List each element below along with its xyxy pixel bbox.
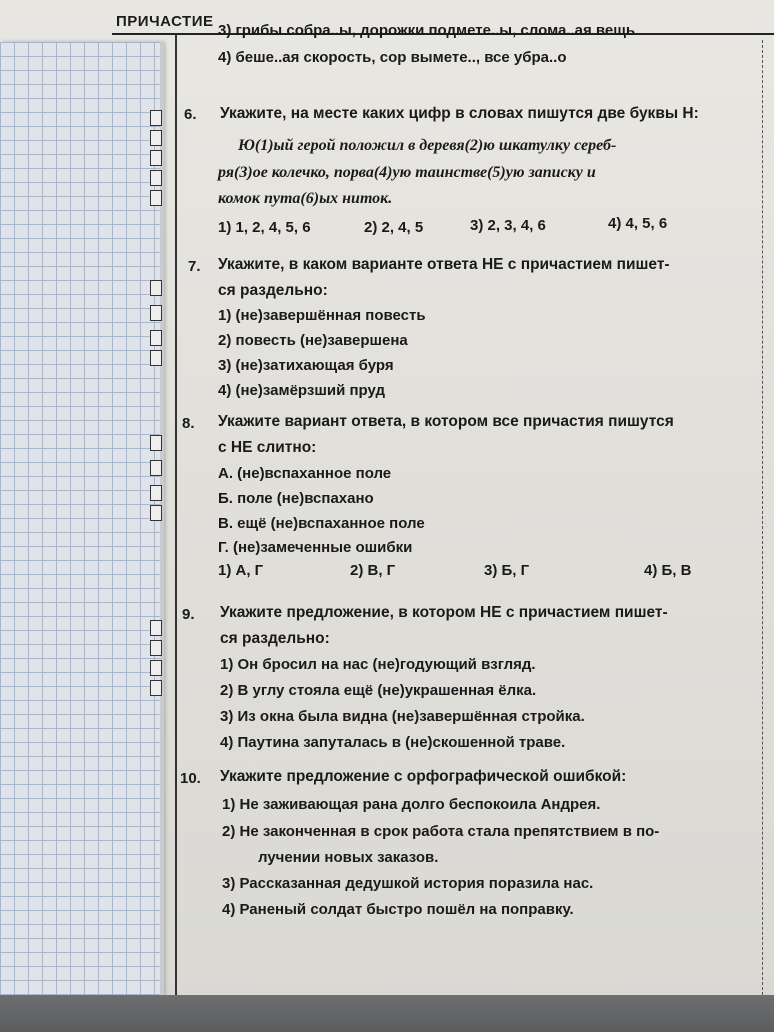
question-7-text-line-1: Укажите, в каком варианте ответа НЕ с причастием пишет- (218, 256, 670, 273)
question-6-passage-line-2: ря(3)ое колечко, порва(4)ую таинстве(5)ую записку и (218, 164, 596, 181)
question-10-option-3: 3) Рассказанная дедушкой история поразила нас. (222, 875, 594, 892)
question-6-text: Укажите, на месте каких цифр в словах пишутся две буквы Н: (220, 105, 699, 122)
question-8-answer-1: 1) А, Г (218, 562, 264, 579)
question-10-option-1: 1) Не заживающая рана долго беспокоила Андрея. (222, 796, 601, 813)
question-8-number: 8. (182, 415, 195, 432)
question-8-answer-2: 2) В, Г (350, 562, 396, 579)
question-7-option-4: 4) (не)замёрзший пруд (218, 382, 385, 399)
question-7-option-1: 1) (не)завершённая повесть (218, 307, 426, 324)
grid-paper-sheet (0, 42, 162, 1000)
question-8-answer-4: 4) Б, В (644, 562, 692, 579)
question-10-option-2-continued: лучении новых заказов. (258, 849, 439, 866)
prev-option-4: 4) беше..ая скорость, сор вымете.., все убра..о (218, 49, 567, 66)
question-9-text-line-2: ся раздельно: (220, 630, 330, 647)
paper-stack-edge (150, 100, 162, 950)
question-9-text-line-1: Укажите предложение, в котором НЕ с причастием пишет- (220, 604, 668, 621)
table-surface (0, 995, 774, 1032)
question-6-passage-line-1: Ю(1)ый герой положил в деревя(2)ю шкатулку сереб- (238, 137, 617, 154)
question-6-answer-4: 4) 4, 5, 6 (608, 215, 668, 232)
question-9-option-1: 1) Он бросил на нас (не)годующий взгляд. (220, 656, 536, 673)
question-6-answer-1: 1) 1, 2, 4, 5, 6 (218, 219, 311, 236)
question-7-option-3: 3) (не)затихающая буря (218, 357, 394, 374)
question-10-text: Укажите предложение с орфографической ошибкой: (220, 768, 627, 785)
question-9-option-4: 4) Паутина запуталась в (не)скошенной траве. (220, 734, 566, 751)
question-6-passage-line-3: комок пута(6)ых ниток. (218, 190, 393, 207)
question-6-answer-2: 2) 2, 4, 5 (364, 219, 424, 236)
question-8-answer-3: 3) Б, Г (484, 562, 530, 579)
cut-line (762, 40, 763, 1000)
question-9-option-3: 3) Из окна была видна (не)завершённая стройка. (220, 708, 585, 725)
question-9-option-2: 2) В углу стояла ещё (не)украшенная ёлка. (220, 682, 537, 699)
margin-rule (175, 34, 177, 1000)
question-8-text-line-2: с НЕ слитно: (218, 439, 317, 456)
question-8-option-a: А. (не)вспаханное поле (218, 465, 392, 482)
question-6-answer-3: 3) 2, 3, 4, 6 (470, 217, 546, 234)
question-7-text-line-2: ся раздельно: (218, 282, 328, 299)
question-8-option-v: В. ещё (не)вспаханное поле (218, 515, 425, 532)
question-10-number: 10. (180, 770, 201, 787)
question-10-option-2: 2) Не законченная в срок работа стала препятствием в по- (222, 823, 660, 840)
question-7-option-2: 2) повесть (не)завершена (218, 332, 408, 349)
section-title: ПРИЧАСТИЕ (116, 13, 214, 30)
question-8-text-line-1: Укажите вариант ответа, в котором все причастия пишутся (218, 413, 674, 430)
question-7-number: 7. (188, 258, 201, 275)
question-10-option-4: 4) Раненый солдат быстро пошёл на поправку. (222, 901, 574, 918)
question-8-option-g: Г. (не)замеченные ошибки (218, 539, 413, 556)
question-9-number: 9. (182, 606, 195, 623)
prev-option-3: 3) грибы собра..ы, дорожки подмете..ы, слома..ая вещь (218, 22, 636, 39)
question-8-option-b: Б. поле (не)вспахано (218, 490, 374, 507)
question-6-number: 6. (184, 106, 197, 123)
